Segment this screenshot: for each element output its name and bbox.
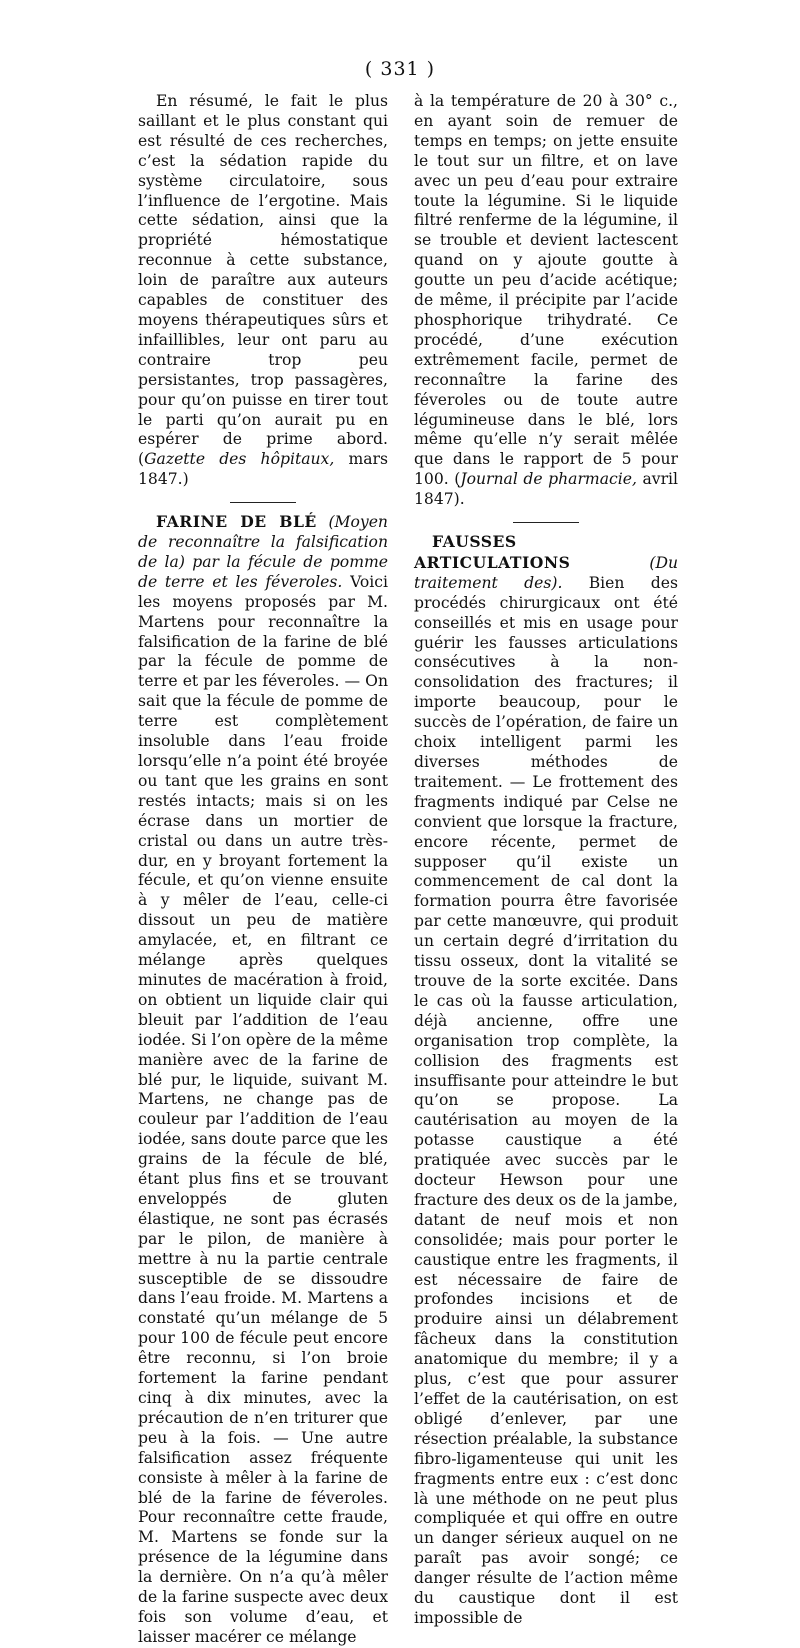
section-divider [513, 522, 579, 523]
article-body: Voici les moyens proposés par M. Martens pour reconnaître la falsification de la farine de blé par la fécule de pomme de terre et par les féveroles. — On sait que la fécule de pomme de terre est complètement insoluble dans l’eau froide lorsqu’elle n’a point été broyée ou tant que les grains en sont restés intacts; mais si on les écrase dans un mortier de cristal ou dans un autre très-dur, en y broyant fortement la fécule, et qu’on vienne ensuite à y mêler de l’eau, celle-ci dissout un peu de matière amylacée, et, en filtrant ce mélange après quelques minutes de macération à froid, on obtient un liquide clair qui bleuit par l’addition de l’eau iodée. Si l’on opère de la même manière avec de la farine de blé pur, le liquide, suivant M. Martens, ne change pas de couleur par l’addition de l’eau iodée, sans doute parce que les grains de la fécule de blé, étant plus fins et se trouvant enveloppés de gluten élastique, ne sont pas écrasés par le pilon, de manière à mettre à nu la partie centrale susceptible de se dissoudre dans l’eau froide. M. Martens a constaté qu’un mélange de 5 pour 100 de fécule peut encore être reconnu, si l’on broie fortement la farine pendant cinq à dix minutes, avec la précaution de n’en triturer que peu à la fois. — Une autre falsification assez fréquente consiste à mêler à la farine de blé de la farine de féveroles. Pour reconnaître cette fraude, M. Martens se fonde sur la présence de la légumine dans la dernière. On n’a qu’à mêler de la farine suspecte avec deux fois son volume d’eau, et laisser macérer ce mélange [138, 572, 388, 1646]
article-subtitle: (Moyen de reconnaître la falsification de la) par la fécule de pomme de terre et les féveroles. [138, 513, 388, 591]
article-fausses-articulations [414, 532, 678, 1629]
paragraph-text: En résumé, le fait le plus saillant et le plus constant qui est résulté de ces recherches, c’est la sédation rapide du système circulatoire, sous l’influence de l’ergotine. Mais cette sédation, ainsi que la propriété hémostatique reconnue à cette substance, loin de paraître aux auteurs capables de constituer des moyens thérapeutiques sûrs et infaillibles, leur ont paru au contraire trop peu persistantes, trop passagères, pour qu’on puisse en tirer tout le parti qu’on aurait pu en espérer de prime abord. ( [138, 92, 388, 469]
article-farine-de-ble [138, 512, 388, 1648]
page-number: ( 331 ) [364, 58, 436, 80]
paragraph-legumine-continuation [414, 92, 678, 510]
left-column [138, 92, 388, 1648]
article-subtitle: (Du traitement des). [414, 553, 678, 592]
paragraph-ergotine-summary [138, 92, 388, 490]
source-citation: Journal de pharmacie, [460, 470, 637, 489]
citation-date: avril 1847). [414, 470, 678, 509]
paragraph-text: à la température de 20 à 30° c., en ayant soin de remuer de temps en temps; on jette ensuite le tout sur un filtre, et on lave avec un peu d’eau pour extraire toute la légumine. Si le liquide filtré renferme de la légumine, il se trouble et devient lactescent quand on y ajoute goutte à goutte un peu d’acide acétique; de même, il précipite par l’acide phosphorique trihydraté. Ce procédé, d’une exécution extrêmement facile, permet de reconnaître la farine des féveroles ou de toute autre légumineuse dans le blé, lors même qu’elle n’y serait mêlée que dans le rapport de 5 pour 100. ( [414, 92, 678, 489]
article-title: FAUSSES ARTICULATIONS [414, 532, 571, 572]
citation-date: mars 1847.) [138, 450, 388, 489]
section-divider [230, 502, 296, 503]
right-column [414, 92, 678, 1629]
source-citation: Gazette des hôpitaux, [144, 450, 335, 469]
article-title: FARINE DE BLÉ [156, 512, 317, 532]
article-body: Bien des procédés chirurgicaux ont été conseillés et mis en usage pour guérir les fausses articulations consécutives à la non-consolidation des fractures; il importe beaucoup, pour le succès de l’opération, de faire un choix intelligent parmi les diverses méthodes de traitement. — Le frottement des fragments indiqué par Celse ne convient que lorsque la fracture, encore récente, permet de supposer qu’il existe un commencement de cal dont la formation pourra être favorisée par cette manœuvre, qui produit un certain degré d’irritation du tissu osseux, dont la vitalité se trouve de la sorte excitée. Dans le cas où la fausse articulation, déjà ancienne, offre une organisation trop complète, la collision des fragments est insuffisante pour atteindre le but qu’on se propose. La cautérisation au moyen de la potasse caustique a été pratiquée avec succès par le docteur Hewson pour une fracture des deux os de la jambe, datant de neuf mois et non consolidée; mais pour porter le caustique entre les fragments, il est nécessaire de faire de profondes incisions et de produire ainsi un délabrement fâcheux dans la constitution anatomique du membre; il y a plus, c’est que pour assurer l’effet de la cautérisation, on est obligé d’enlever, par une résection préalable, la substance fibro-ligamenteuse qui unit les fragments entre eux : c’est donc là une méthode on ne peut plus compliquée et qui offre en outre un danger sérieux auquel on ne paraît pas avoir songé; ce danger résulte de l’action même du caustique dont il est impossible de [414, 573, 678, 1627]
